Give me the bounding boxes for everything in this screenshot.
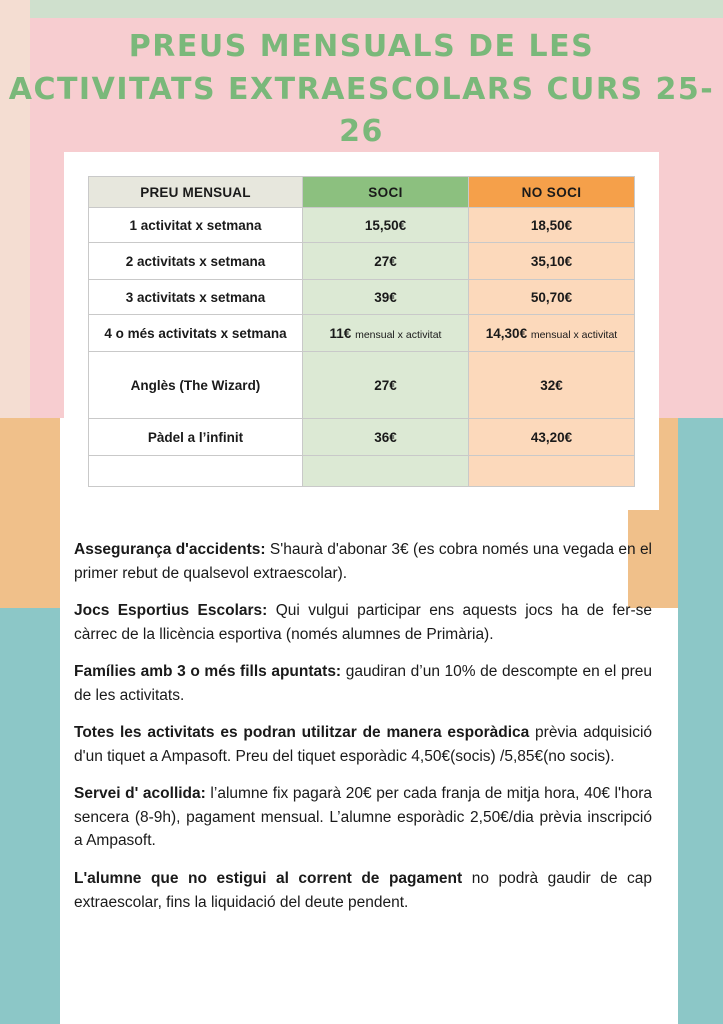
row-soci-price — [303, 456, 469, 487]
row-soci-price: 27€ — [303, 352, 469, 419]
row-label: Anglès (The Wizard) — [89, 352, 303, 419]
background-block-teal-left — [0, 608, 60, 1024]
row-label: Pàdel a l’infinit — [89, 419, 303, 456]
row-soci-price-value: 11€ — [329, 325, 352, 341]
row-soci-price: 27€ — [303, 243, 469, 280]
table-row — [89, 280, 635, 315]
table-row — [89, 352, 635, 419]
page-title — [0, 26, 723, 154]
background-block-orange-left — [0, 418, 60, 608]
price-table-card — [64, 152, 659, 510]
row-nosoci-price: 32€ — [469, 352, 635, 419]
notes-section — [74, 538, 652, 928]
row-nosoci-price-note: mensual x activitat — [530, 328, 618, 341]
note-title: Servei d' acollida: — [74, 785, 206, 803]
row-nosoci-price — [469, 456, 635, 487]
row-label: 2 activitats x setmana — [89, 243, 303, 280]
table-row — [89, 315, 635, 352]
row-soci-price — [303, 315, 469, 352]
note-title: L'alumne que no estigui al corrent de pagament — [74, 870, 463, 888]
header-cell-preu-mensual: PREU MENSUAL — [89, 177, 303, 208]
page-title-line-1: PREUS MENSUALS DE LES — [128, 29, 595, 64]
note-item — [74, 660, 652, 707]
row-label: 3 activitats x setmana — [89, 280, 303, 315]
table-row — [89, 243, 635, 280]
background-block-teal-right — [678, 418, 723, 608]
note-item — [74, 782, 652, 853]
row-soci-price: 36€ — [303, 419, 469, 456]
background-block-green-strip — [0, 0, 723, 18]
price-table — [88, 176, 635, 487]
table-row — [89, 208, 635, 243]
row-nosoci-price: 43,20€ — [469, 419, 635, 456]
note-item — [74, 538, 652, 585]
row-label: 4 o més activitats x setmana — [89, 315, 303, 352]
note-text: no podrà gaudir de cap extraescolar, fins la liquidació del deute pendent. — [74, 870, 652, 911]
row-soci-price: 39€ — [303, 280, 469, 315]
row-label: 1 activitat x setmana — [89, 208, 303, 243]
note-text: Qui vulgui participar ens aquests jocs ha de fer-se càrrec de la llicència esportiva (només alumnes de Primària). — [74, 602, 652, 643]
note-title: Jocs Esportius Escolars: — [74, 602, 268, 620]
row-nosoci-price: 35,10€ — [469, 243, 635, 280]
header-cell-no-soci: NO SOCI — [469, 177, 635, 208]
row-label — [89, 456, 303, 487]
row-nosoci-price-value: 14,30€ — [485, 325, 528, 341]
note-text: S'haurà d'abonar 3€ (es cobra només una vegada en el primer rebut de qualsevol extraescolar). — [74, 541, 653, 582]
note-item — [74, 599, 652, 646]
note-title: Totes les activitats es podran utilitzar de manera esporàdica — [74, 724, 530, 742]
row-nosoci-price: 18,50€ — [469, 208, 635, 243]
row-nosoci-price — [469, 315, 635, 352]
page-title-line-2: ACTIVITATS EXTRAESCOLARS CURS 25-26 — [8, 71, 715, 150]
note-item — [74, 867, 652, 914]
note-text: gaudiran d’un 10% de descompte en el preu de les activitats. — [74, 663, 652, 704]
note-title: Assegurança d'accidents: — [74, 541, 266, 558]
row-soci-price: 15,50€ — [303, 208, 469, 243]
row-nosoci-price: 50,70€ — [469, 280, 635, 315]
row-soci-price-note: mensual x activitat — [355, 328, 442, 341]
table-row — [89, 419, 635, 456]
background-block-teal-bottom-right — [678, 608, 723, 1024]
header-cell-soci: SOCI — [303, 177, 469, 208]
note-text: l’alumne fix pagarà 20€ per cada franja de mitja hora, 40€ l'hora sencera (8-9h), pagament mensual. L’alumne esporàdic 2,50€/dia prèvia inscripció a Ampasoft. — [74, 785, 652, 850]
table-header-row — [89, 177, 635, 208]
note-title: Famílies amb 3 o més fills apuntats: — [74, 663, 342, 681]
table-row — [89, 456, 635, 487]
note-item — [74, 721, 652, 768]
note-text: prèvia adquisició d'un tiquet a Ampasoft. Preu del tiquet esporàdic 4,50€(socis) /5,85€(no socis). — [74, 724, 653, 765]
